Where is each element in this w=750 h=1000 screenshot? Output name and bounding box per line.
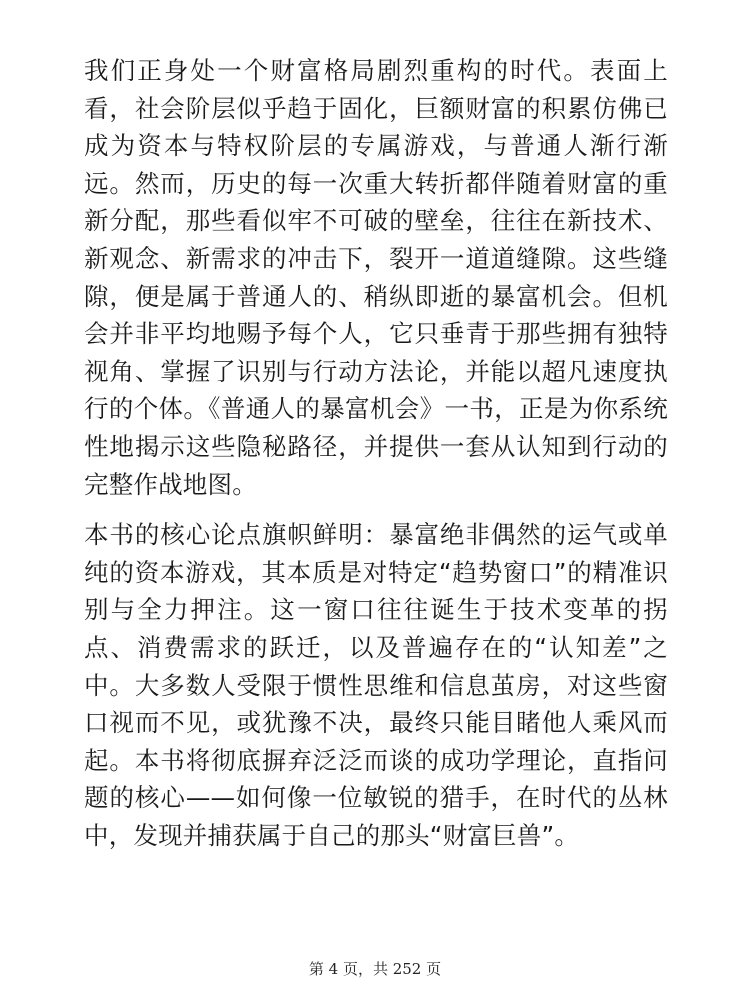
body-paragraph-2: 本书的核心论点旗帜鲜明：暴富绝非偶然的运气或单纯的资本游戏，其本质是对特定“趋势窗口”的精准识别与全力押注。这一窗口往往诞生于技术变革的拐点、消费需求的跃迁，以及普遍存在的“认知差”之中。大多数人受限于惯性思维和信息茧房，对这些窗口视而不见，或犹豫不决，最终只能目睹他人乘风而起。本书将彻底摒弃泛泛而谈的成功学理论，直指问题的核心——如何像一位敏锐的猎手，在时代的丛林中，发现并捕获属于自己的那头“财富巨兽”。 (84, 520, 668, 850)
body-paragraph-1: 我们正身处一个财富格局剧烈重构的时代。表面上看，社会阶层似乎趋于固化，巨额财富的积累仿佛已成为资本与特权阶层的专属游戏，与普通人渐行渐远。然而，历史的每一次重大转折都伴随着财富的重新分配，那些看似牢不可破的壁垒，往往在新技术、新观念、新需求的冲击下，裂开一道道缝隙。这些缝隙，便是属于普通人的、稍纵即逝的暴富机会。但机会并非平均地赐予每个人，它只垂青于那些拥有独特视角、掌握了识别与行动方法论，并能以超凡速度执行的个体。《普通人的暴富机会》一书，正是为你系统性地揭示这些隐秘路径，并提供一套从认知到行动的完整作战地图。 (84, 56, 668, 499)
page-number-footer: 第 4 页，共 252 页 (308, 960, 442, 978)
document-page (84, 52, 668, 952)
